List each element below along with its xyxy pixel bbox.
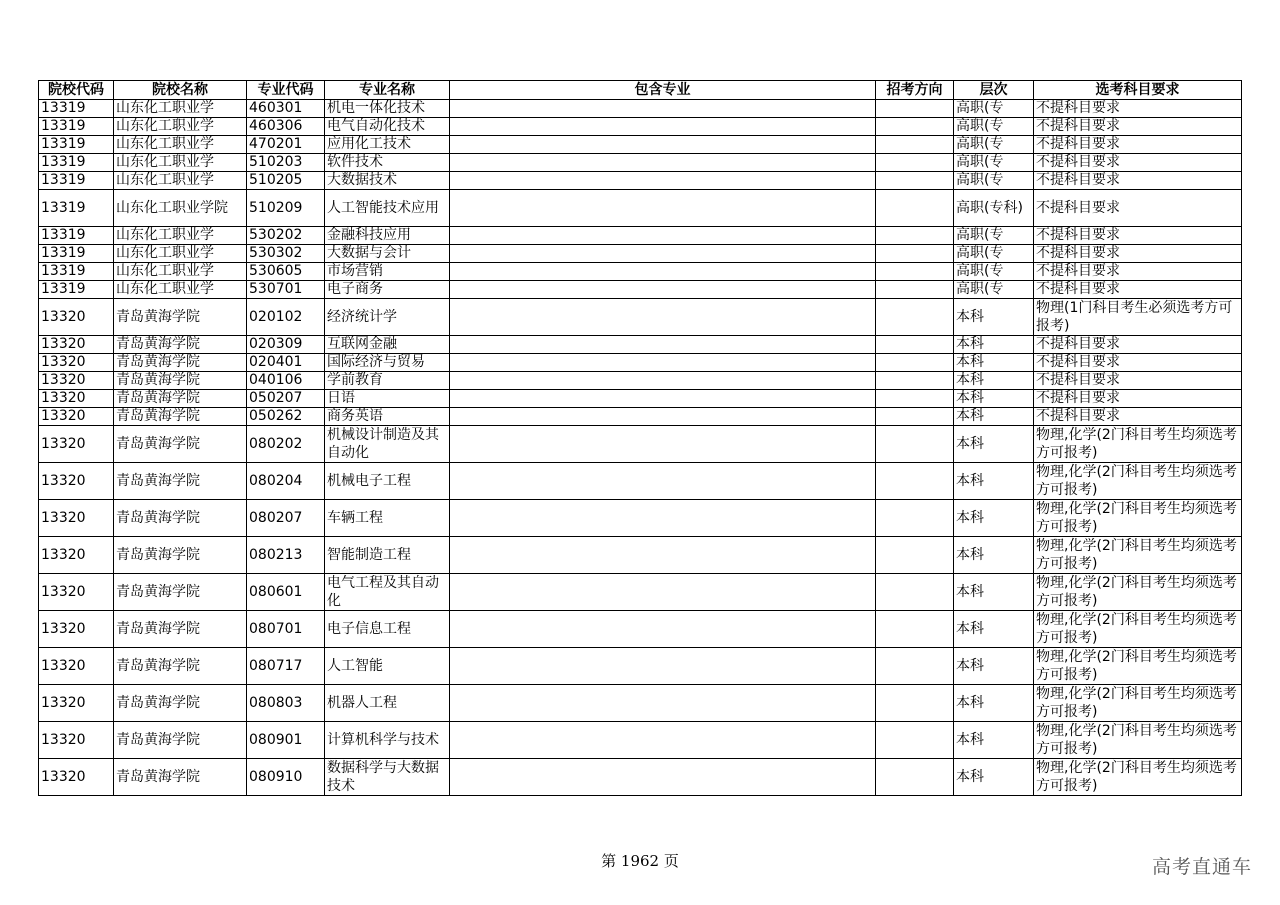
table-row	[39, 574, 1242, 611]
table-row	[39, 611, 1242, 648]
cell-level: 高职(专	[954, 154, 1034, 172]
cell-major-code: 040106	[247, 372, 325, 390]
cell-level: 本科	[954, 500, 1034, 537]
table-row	[39, 685, 1242, 722]
cell-direction	[876, 227, 954, 245]
cell-school-code: 13320	[39, 299, 114, 336]
cell-subject-requirement: 物理,化学(2门科目考生均须选考方可报考)	[1034, 685, 1242, 722]
header-school-code: 院校代码	[39, 81, 114, 100]
cell-major-code: 080204	[247, 463, 325, 500]
cell-direction	[876, 190, 954, 227]
cell-direction	[876, 118, 954, 136]
cell-major-code: 470201	[247, 136, 325, 154]
cell-direction	[876, 500, 954, 537]
cell-included-majors	[450, 611, 876, 648]
cell-direction	[876, 154, 954, 172]
cell-major-name: 车辆工程	[325, 500, 450, 537]
table-row	[39, 372, 1242, 390]
cell-major-code: 080901	[247, 722, 325, 759]
cell-school-name: 山东化工职业学	[114, 154, 247, 172]
cell-major-code: 530202	[247, 227, 325, 245]
cell-school-name: 青岛黄海学院	[114, 372, 247, 390]
cell-subject-requirement: 物理,化学(2门科目考生均须选考方可报考)	[1034, 500, 1242, 537]
cell-school-name: 山东化工职业学	[114, 227, 247, 245]
header-school-name: 院校名称	[114, 81, 247, 100]
table-row	[39, 463, 1242, 500]
cell-school-name: 山东化工职业学	[114, 136, 247, 154]
cell-school-name: 青岛黄海学院	[114, 574, 247, 611]
cell-school-code: 13320	[39, 463, 114, 500]
cell-major-name: 数据科学与大数据技术	[325, 759, 450, 796]
cell-subject-requirement: 不提科目要求	[1034, 281, 1242, 299]
cell-level: 本科	[954, 648, 1034, 685]
cell-school-name: 青岛黄海学院	[114, 299, 247, 336]
cell-included-majors	[450, 172, 876, 190]
table-row	[39, 190, 1242, 227]
cell-major-code: 050262	[247, 408, 325, 426]
header-subject-requirement: 选考科目要求	[1034, 81, 1242, 100]
cell-school-name: 青岛黄海学院	[114, 354, 247, 372]
cell-included-majors	[450, 408, 876, 426]
cell-major-name: 机电一体化技术	[325, 100, 450, 118]
cell-included-majors	[450, 390, 876, 408]
header-major-name: 专业名称	[325, 81, 450, 100]
table-row	[39, 100, 1242, 118]
cell-school-name: 山东化工职业学	[114, 100, 247, 118]
cell-direction	[876, 354, 954, 372]
cell-school-name: 青岛黄海学院	[114, 722, 247, 759]
cell-level: 本科	[954, 463, 1034, 500]
cell-major-code: 530302	[247, 245, 325, 263]
cell-school-name: 青岛黄海学院	[114, 648, 247, 685]
cell-level: 本科	[954, 722, 1034, 759]
cell-major-code: 080717	[247, 648, 325, 685]
cell-major-name: 电子商务	[325, 281, 450, 299]
cell-major-name: 人工智能	[325, 648, 450, 685]
cell-direction	[876, 263, 954, 281]
cell-school-code: 13320	[39, 537, 114, 574]
cell-level: 本科	[954, 574, 1034, 611]
cell-major-code: 050207	[247, 390, 325, 408]
table-row	[39, 648, 1242, 685]
cell-subject-requirement: 不提科目要求	[1034, 336, 1242, 354]
cell-included-majors	[450, 722, 876, 759]
cell-school-code: 13320	[39, 354, 114, 372]
cell-subject-requirement: 物理,化学(2门科目考生均须选考方可报考)	[1034, 611, 1242, 648]
cell-school-name: 青岛黄海学院	[114, 500, 247, 537]
table-row	[39, 172, 1242, 190]
table-row	[39, 154, 1242, 172]
cell-subject-requirement: 不提科目要求	[1034, 245, 1242, 263]
cell-major-code: 080207	[247, 500, 325, 537]
cell-direction	[876, 722, 954, 759]
table-row	[39, 390, 1242, 408]
cell-subject-requirement: 不提科目要求	[1034, 190, 1242, 227]
cell-school-code: 13320	[39, 574, 114, 611]
cell-direction	[876, 408, 954, 426]
cell-subject-requirement: 物理,化学(2门科目考生均须选考方可报考)	[1034, 722, 1242, 759]
cell-major-name: 人工智能技术应用	[325, 190, 450, 227]
cell-direction	[876, 759, 954, 796]
header-major-code: 专业代码	[247, 81, 325, 100]
cell-level: 本科	[954, 759, 1034, 796]
cell-major-code: 460306	[247, 118, 325, 136]
cell-direction	[876, 537, 954, 574]
cell-school-code: 13320	[39, 722, 114, 759]
cell-direction	[876, 648, 954, 685]
cell-school-code: 13319	[39, 281, 114, 299]
cell-school-code: 13320	[39, 685, 114, 722]
cell-level: 本科	[954, 299, 1034, 336]
cell-included-majors	[450, 354, 876, 372]
cell-subject-requirement: 物理(1门科目考生必须选考方可报考)	[1034, 299, 1242, 336]
cell-major-name: 大数据技术	[325, 172, 450, 190]
table-row	[39, 299, 1242, 336]
cell-subject-requirement: 不提科目要求	[1034, 263, 1242, 281]
cell-included-majors	[450, 574, 876, 611]
cell-included-majors	[450, 154, 876, 172]
cell-direction	[876, 336, 954, 354]
header-level: 层次	[954, 81, 1034, 100]
cell-school-code: 13320	[39, 648, 114, 685]
cell-school-code: 13320	[39, 611, 114, 648]
cell-level: 高职(专	[954, 263, 1034, 281]
cell-subject-requirement: 不提科目要求	[1034, 136, 1242, 154]
cell-level: 高职(专	[954, 245, 1034, 263]
cell-major-name: 计算机科学与技术	[325, 722, 450, 759]
cell-major-name: 机械电子工程	[325, 463, 450, 500]
cell-major-name: 软件技术	[325, 154, 450, 172]
cell-direction	[876, 463, 954, 500]
cell-included-majors	[450, 118, 876, 136]
cell-major-name: 市场营销	[325, 263, 450, 281]
cell-school-code: 13319	[39, 154, 114, 172]
cell-level: 本科	[954, 372, 1034, 390]
cell-school-code: 13320	[39, 372, 114, 390]
cell-school-name: 青岛黄海学院	[114, 408, 247, 426]
table-row	[39, 759, 1242, 796]
cell-school-name: 青岛黄海学院	[114, 336, 247, 354]
cell-direction	[876, 100, 954, 118]
cell-included-majors	[450, 263, 876, 281]
table-row	[39, 263, 1242, 281]
cell-direction	[876, 172, 954, 190]
cell-school-code: 13320	[39, 500, 114, 537]
cell-major-code: 080701	[247, 611, 325, 648]
cell-level: 高职(专	[954, 136, 1034, 154]
cell-school-name: 青岛黄海学院	[114, 426, 247, 463]
cell-direction	[876, 245, 954, 263]
cell-level: 高职(专	[954, 281, 1034, 299]
cell-school-name: 山东化工职业学	[114, 118, 247, 136]
cell-subject-requirement: 不提科目要求	[1034, 390, 1242, 408]
cell-major-code: 080803	[247, 685, 325, 722]
cell-major-name: 智能制造工程	[325, 537, 450, 574]
cell-level: 高职(专	[954, 118, 1034, 136]
cell-major-code: 510209	[247, 190, 325, 227]
cell-major-name: 电气工程及其自动化	[325, 574, 450, 611]
cell-major-name: 互联网金融	[325, 336, 450, 354]
table-row	[39, 118, 1242, 136]
cell-level: 高职(专科)	[954, 190, 1034, 227]
cell-direction	[876, 611, 954, 648]
cell-direction	[876, 299, 954, 336]
cell-school-code: 13319	[39, 100, 114, 118]
cell-subject-requirement: 物理,化学(2门科目考生均须选考方可报考)	[1034, 574, 1242, 611]
cell-school-name: 青岛黄海学院	[114, 537, 247, 574]
cell-school-name: 山东化工职业学	[114, 172, 247, 190]
cell-included-majors	[450, 299, 876, 336]
cell-major-name: 商务英语	[325, 408, 450, 426]
cell-school-code: 13319	[39, 118, 114, 136]
table-row	[39, 426, 1242, 463]
cell-major-code: 530605	[247, 263, 325, 281]
admission-table	[38, 80, 1242, 796]
cell-school-code: 13319	[39, 263, 114, 281]
cell-subject-requirement: 物理,化学(2门科目考生均须选考方可报考)	[1034, 537, 1242, 574]
table-row	[39, 281, 1242, 299]
cell-direction	[876, 281, 954, 299]
header-direction: 招考方向	[876, 81, 954, 100]
cell-school-code: 13320	[39, 390, 114, 408]
cell-school-name: 青岛黄海学院	[114, 685, 247, 722]
cell-direction	[876, 685, 954, 722]
table-row	[39, 722, 1242, 759]
cell-major-name: 机器人工程	[325, 685, 450, 722]
cell-subject-requirement: 不提科目要求	[1034, 354, 1242, 372]
cell-school-name: 山东化工职业学	[114, 281, 247, 299]
cell-major-name: 电子信息工程	[325, 611, 450, 648]
cell-included-majors	[450, 281, 876, 299]
table-header-row	[39, 81, 1242, 100]
cell-level: 高职(专	[954, 100, 1034, 118]
cell-school-code: 13320	[39, 759, 114, 796]
cell-included-majors	[450, 537, 876, 574]
cell-direction	[876, 390, 954, 408]
cell-level: 本科	[954, 336, 1034, 354]
cell-included-majors	[450, 100, 876, 118]
cell-major-code: 510203	[247, 154, 325, 172]
cell-school-name: 山东化工职业学	[114, 245, 247, 263]
cell-school-name: 山东化工职业学院	[114, 190, 247, 227]
cell-school-code: 13319	[39, 136, 114, 154]
cell-level: 本科	[954, 537, 1034, 574]
table-row	[39, 245, 1242, 263]
table-row	[39, 136, 1242, 154]
cell-major-name: 金融科技应用	[325, 227, 450, 245]
cell-level: 本科	[954, 390, 1034, 408]
cell-major-name: 机械设计制造及其自动化	[325, 426, 450, 463]
cell-major-name: 应用化工技术	[325, 136, 450, 154]
cell-included-majors	[450, 190, 876, 227]
cell-school-code: 13319	[39, 227, 114, 245]
cell-level: 本科	[954, 426, 1034, 463]
cell-subject-requirement: 不提科目要求	[1034, 100, 1242, 118]
cell-included-majors	[450, 685, 876, 722]
cell-school-code: 13320	[39, 408, 114, 426]
cell-level: 本科	[954, 354, 1034, 372]
cell-major-name: 学前教育	[325, 372, 450, 390]
header-included-majors: 包含专业	[450, 81, 876, 100]
cell-subject-requirement: 不提科目要求	[1034, 172, 1242, 190]
cell-major-code: 510205	[247, 172, 325, 190]
cell-major-name: 经济统计学	[325, 299, 450, 336]
cell-school-name: 青岛黄海学院	[114, 390, 247, 408]
cell-included-majors	[450, 426, 876, 463]
cell-major-name: 电气自动化技术	[325, 118, 450, 136]
table-row	[39, 227, 1242, 245]
cell-subject-requirement: 物理,化学(2门科目考生均须选考方可报考)	[1034, 463, 1242, 500]
cell-school-code: 13319	[39, 245, 114, 263]
cell-major-name: 国际经济与贸易	[325, 354, 450, 372]
cell-level: 本科	[954, 611, 1034, 648]
cell-included-majors	[450, 500, 876, 537]
cell-direction	[876, 372, 954, 390]
cell-school-name: 青岛黄海学院	[114, 611, 247, 648]
cell-subject-requirement: 不提科目要求	[1034, 118, 1242, 136]
cell-major-code: 080910	[247, 759, 325, 796]
cell-school-name: 青岛黄海学院	[114, 759, 247, 796]
cell-included-majors	[450, 227, 876, 245]
watermark-text: 高考直通车	[1151, 856, 1252, 878]
table-row	[39, 336, 1242, 354]
cell-included-majors	[450, 336, 876, 354]
cell-level: 高职(专	[954, 227, 1034, 245]
cell-subject-requirement: 不提科目要求	[1034, 372, 1242, 390]
cell-subject-requirement: 不提科目要求	[1034, 408, 1242, 426]
cell-major-name: 日语	[325, 390, 450, 408]
cell-major-code: 080601	[247, 574, 325, 611]
cell-level: 本科	[954, 408, 1034, 426]
cell-school-code: 13319	[39, 172, 114, 190]
table-row	[39, 354, 1242, 372]
cell-school-name: 青岛黄海学院	[114, 463, 247, 500]
cell-direction	[876, 136, 954, 154]
cell-school-code: 13320	[39, 336, 114, 354]
cell-major-code: 020401	[247, 354, 325, 372]
cell-school-code: 13320	[39, 426, 114, 463]
cell-major-code: 530701	[247, 281, 325, 299]
table-row	[39, 500, 1242, 537]
cell-major-name: 大数据与会计	[325, 245, 450, 263]
cell-included-majors	[450, 245, 876, 263]
table-body	[39, 100, 1242, 796]
cell-subject-requirement: 物理,化学(2门科目考生均须选考方可报考)	[1034, 426, 1242, 463]
cell-major-code: 020309	[247, 336, 325, 354]
cell-subject-requirement: 物理,化学(2门科目考生均须选考方可报考)	[1034, 648, 1242, 685]
cell-direction	[876, 426, 954, 463]
cell-included-majors	[450, 759, 876, 796]
cell-level: 本科	[954, 685, 1034, 722]
cell-major-code: 080202	[247, 426, 325, 463]
cell-subject-requirement: 不提科目要求	[1034, 227, 1242, 245]
table-row	[39, 537, 1242, 574]
page-number: 第 1962 页	[601, 852, 679, 870]
cell-major-code: 080213	[247, 537, 325, 574]
cell-included-majors	[450, 463, 876, 500]
cell-direction	[876, 574, 954, 611]
cell-included-majors	[450, 648, 876, 685]
cell-level: 高职(专	[954, 172, 1034, 190]
table-row	[39, 408, 1242, 426]
cell-included-majors	[450, 136, 876, 154]
cell-major-code: 460301	[247, 100, 325, 118]
cell-included-majors	[450, 372, 876, 390]
cell-school-name: 山东化工职业学	[114, 263, 247, 281]
cell-school-code: 13319	[39, 190, 114, 227]
cell-major-code: 020102	[247, 299, 325, 336]
cell-subject-requirement: 不提科目要求	[1034, 154, 1242, 172]
cell-subject-requirement: 物理,化学(2门科目考生均须选考方可报考)	[1034, 759, 1242, 796]
